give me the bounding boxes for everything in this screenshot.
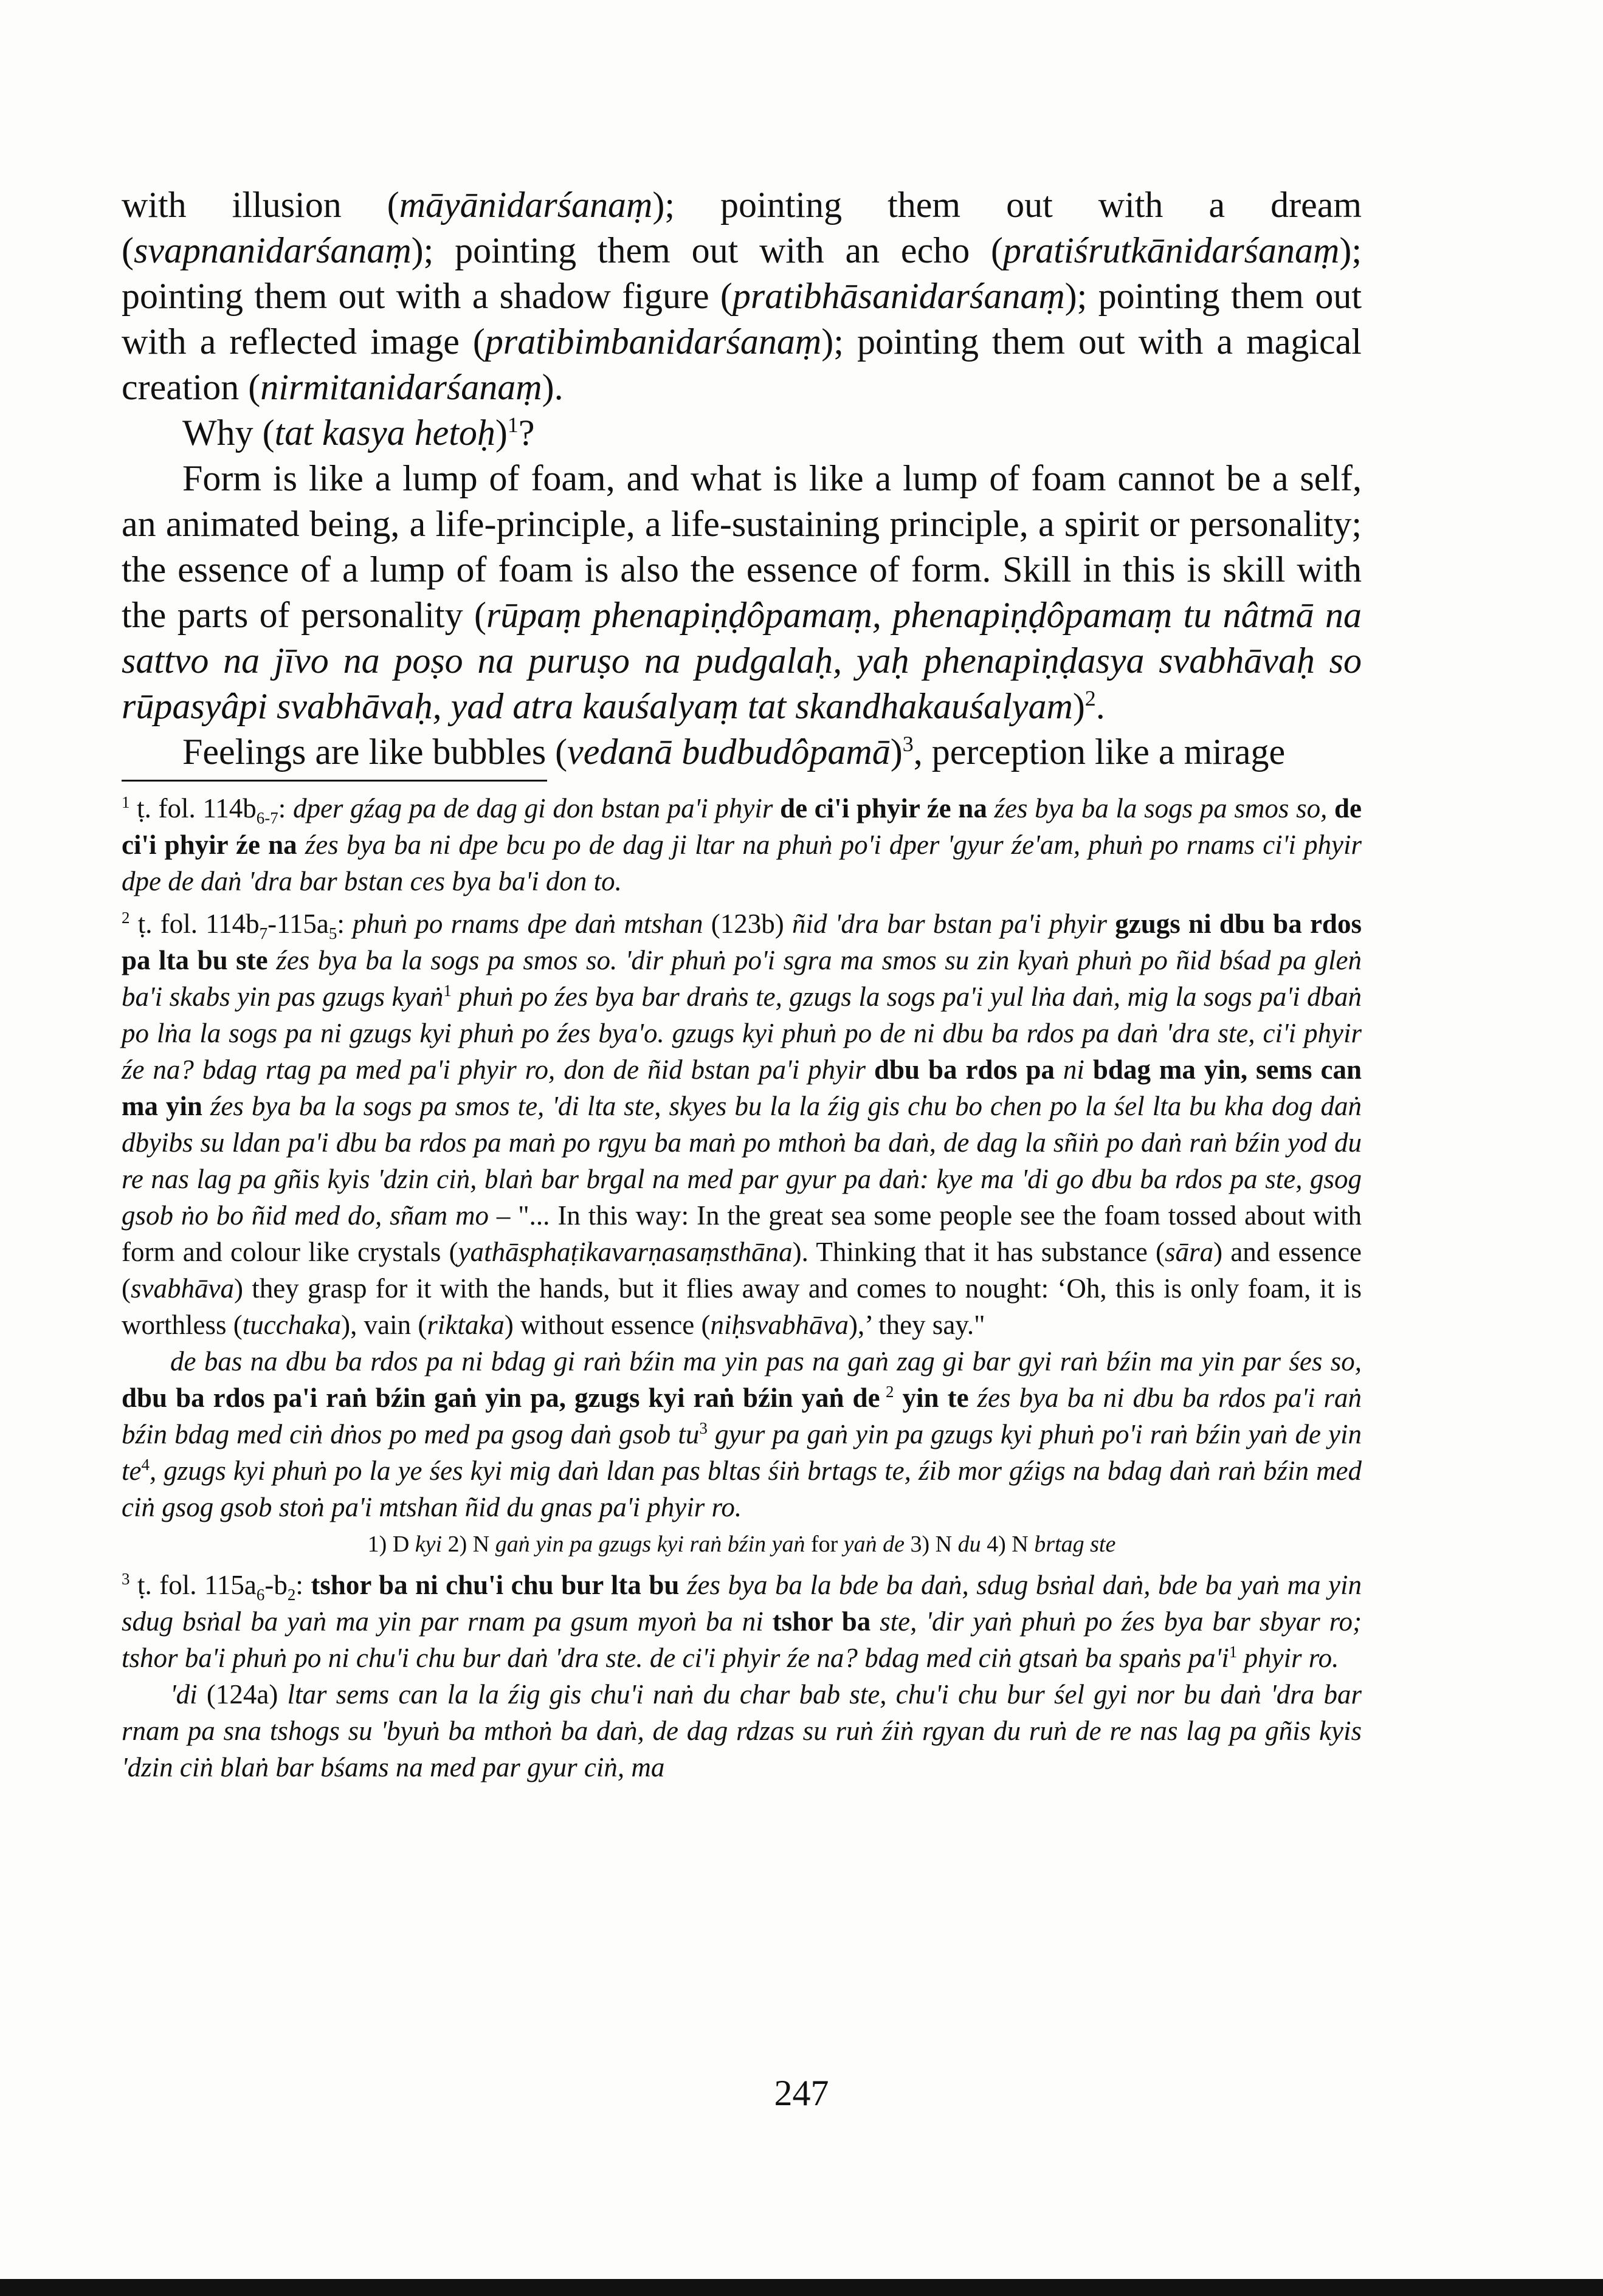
footnote-divider: [122, 780, 547, 782]
main-paragraph-2: Why (tat kasya hetoḥ)$^1$?: [182, 413, 535, 453]
scan-edge: [0, 2279, 1603, 2296]
main-text: [122, 182, 1362, 775]
footnote-ref-2: 2: [1084, 686, 1096, 710]
page-number: 247: [774, 2073, 829, 2113]
footnote-3-continuation: 'di (124a) ltar sems can la la źig gis chu'i naṅ du char bab ste, chu'i chu bur śel gyi nor bu daṅ 'dra bar rnam pa sna tshogs su 'byuṅ ba mthoṅ ba daṅ, de dag rdzas su ruṅ źiṅ rgyan du ruṅ de re nas lag pa gñis kyis 'dzin ciṅ blaṅ bar bśams na med par gyur ciṅ, ma: [122, 1679, 1362, 1782]
footnote-ref-1: 1: [507, 413, 519, 437]
footnote-2-continuation: de bas na dbu ba rdos pa ni bdag gi raṅ bźin ma yin pas na gaṅ zag gi bar gyi raṅ bźin ma yin par śes so, dbu ba rdos pa'i raṅ bźin gaṅ yin pa, gzugs kyi raṅ bźin yaṅ de $^2$ yin te źes bya ba ni dbu ba rdos pa'i raṅ bźin bdag med ciṅ dṅos po med pa gsog daṅ gsob $tu^3$ gyur pa gaṅ yin pa gzugs kyi phuṅ po'i raṅ bźin yaṅ de yin $te^4$, gzugs kyi phuṅ po la ye śes kyi mig daṅ ldan pas bltas śiṅ brtags te, źib mor gźigs na bdag daṅ raṅ bźin med ciṅ gsog gsob stoṅ pa'i mtshan ñid du gnas pa'i phyir ro.: [122, 1346, 1362, 1522]
footnote-ref-3: 3: [902, 732, 914, 756]
main-paragraph-4: Feelings are like bubbles (vedanā budbudôpamā)$^3$, perception like a mirage: [182, 732, 1286, 772]
footnote-1: $^1$ ṭ. fol. $114b_{6-7}$: dper gźag pa de dag gi don bstan pa'i phyir de ci'i phyir źe na źes bya ba la sogs pa smos so, de ci'i phyir źe na źes bya ba ni dpe bcu po de dag ji ltar na phuṅ po'i dper 'gyur źe'am, phuṅ po rnams ci'i phyir dpe de daṅ 'dra bar bstan ces bya ba'i don to.: [122, 793, 1362, 896]
variant-readings: 1) D kyi 2) N gaṅ yin pa gzugs kyi raṅ bźin yaṅ for yaṅ de 3) N du 4) N brtag ste: [367, 1531, 1116, 1557]
footnote-3: $^3$ ṭ. fol. $115a_6-b_2$: tshor ba ni chu'i chu bur lta bu źes bya ba la bde ba daṅ, sdug bsṅal daṅ, bde ba yaṅ ma yin sdug bsṅal ba yaṅ ma yin par rnam pa gsum myoṅ ba ni tshor ba ste, 'dir yaṅ phuṅ po źes bya bar sbyar ro; tshor ba'i phuṅ po ni chu'i chu bur daṅ 'dra ste. de ci'i phyir źe na? bdag med ciṅ gtsaṅ ba spaṅs $pa'i^1$ phyir ro.: [122, 1570, 1362, 1673]
main-paragraph-3: Form is like a lump of foam, and what is like a lump of foam cannot be a self, an animated being, a life-principle, a life-sustaining principle, a spirit or personality; the essence of a lump of foam is also the essence of form. Skill in this is skill with the parts of personality (rūpaṃ phenapiṇḍôpamaṃ, phenapiṇḍôpamaṃ tu nâtmā na sattvo na jīvo na poṣo na puruṣo na pudgalaḥ, yaḥ phenapiṇḍasya svabhāvaḥ so rūpasyâpi svabhāvaḥ, yad atra kauśalyaṃ tat skandhakauśalyam)$^2$.: [122, 458, 1362, 726]
page-body: [122, 182, 1362, 1786]
footnote-2: $^2$ ṭ. fol. $114b_7-115a_5$: phuṅ po rnams dpe daṅ mtshan (123b) ñid 'dra bar bstan pa'i phyir gzugs ni dbu ba rdos pa lta bu ste źes bya ba la sogs pa smos so. 'dir phuṅ po'i sgra ma smos su zin kyaṅ phuṅ po ñid bśad pa gleṅ ba'i skabs yin pas gzugs kyaṅ$^1$ phuṅ po źes bya bar draṅs te, gzugs la sogs pa'i yul lṅa daṅ, mig la sogs pa'i dbaṅ po lṅa la sogs pa ni gzugs kyi phuṅ po źes bya'o. gzugs kyi phuṅ po de ni dbu ba rdos pa daṅ 'dra ste, ci'i phyir źe na? bdag rtag pa med pa'i phyir ro, don de ñid bstan pa'i phyir dbu ba rdos pa ni bdag ma yin, sems can ma yin źes bya ba la sogs pa smos te, 'di lta ste, skyes bu la la źig gis chu bo chen po la śel lta bu kha dog daṅ dbyibs su ldan pa'i dbu ba rdos pa maṅ po rgyu ba maṅ po mthoṅ ba daṅ, de dag la sñiṅ po daṅ raṅ bźin yod du re nas lag pa gñis kyis 'dzin ciṅ, blaṅ bar brgal na med par gyur pa daṅ: kye ma 'di go dbu ba rdos pa ste, gsog gsob ṅo bo ñid med do, sñam mo – "... In this way: In the great sea some people see the foam tossed about with form and colour like crystals (yathāsphaṭikavarṇasaṃsthāna). Thinking that it has substance (sāra) and essence (svabhāva) they grasp for it with the hands, but it flies away and comes to nought: ‘Oh, this is only foam, it is worthless (tucchaka), vain (riktaka) without essence (niḥsvabhāva),’ they say.": [122, 909, 1362, 1340]
main-paragraph-1: with illusion (māyānidarśanaṃ); pointing them out with a dream (svapnanidarśanaṃ); pointing them out with an echo (pratiśrutkānidarśanaṃ); pointing them out with a shadow figure (pratibhāsanidarśanaṃ); pointing them out with a reflected image (pratibimbanidarśanaṃ); pointing them out with a magical creation (nirmitanidarśanaṃ).: [122, 185, 1362, 407]
footnotes: [122, 790, 1362, 1786]
